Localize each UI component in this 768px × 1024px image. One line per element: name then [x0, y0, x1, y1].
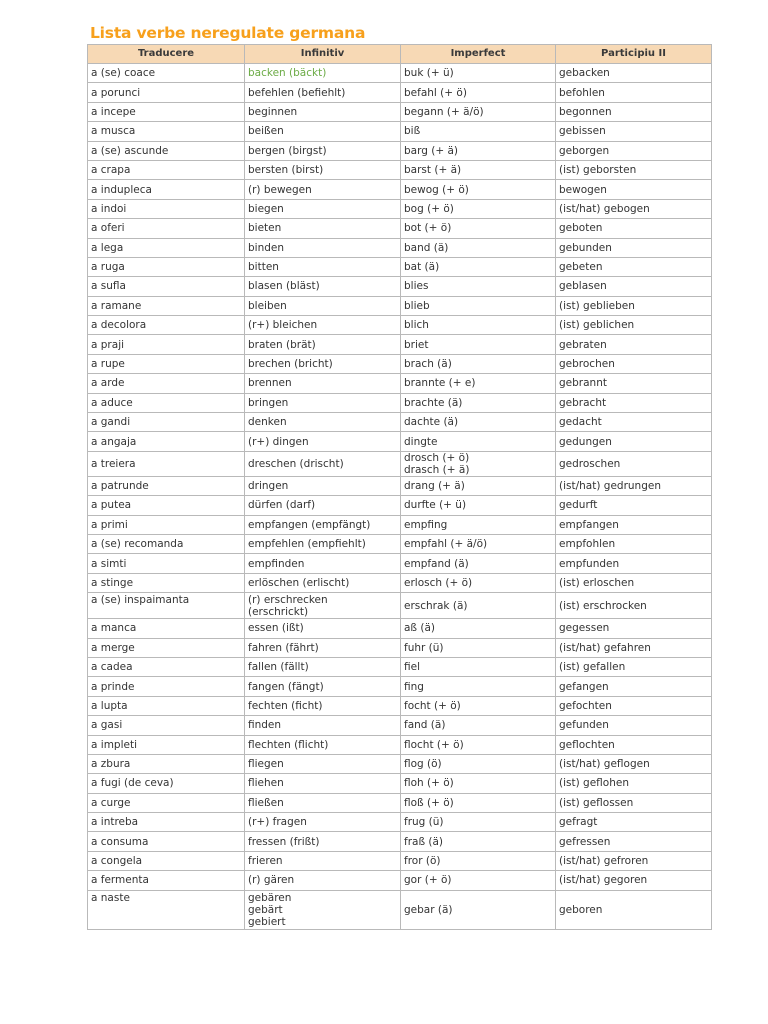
cell-participiu: gefragt — [556, 813, 712, 832]
cell-traducere: a fugi (de ceva) — [88, 774, 245, 793]
cell-traducere: a praji — [88, 335, 245, 354]
irregular-verbs-table — [87, 44, 712, 930]
cell-imperfect: biß — [401, 122, 556, 141]
cell-infinitiv: fliegen — [245, 754, 401, 773]
cell-traducere: a musca — [88, 122, 245, 141]
cell-imperfect: blieb — [401, 296, 556, 315]
cell-infinitiv: essen (ißt) — [245, 619, 401, 638]
cell-infinitiv: flechten (flicht) — [245, 735, 401, 754]
cell-imperfect: empfand (ä) — [401, 554, 556, 573]
cell-participiu: (ist) geborsten — [556, 160, 712, 179]
table-row — [88, 496, 712, 515]
cell-traducere: a rupe — [88, 354, 245, 373]
cell-traducere: a congela — [88, 851, 245, 870]
table-row — [88, 851, 712, 870]
cell-imperfect: befahl (+ ö) — [401, 83, 556, 102]
cell-participiu: geboten — [556, 219, 712, 238]
cell-imperfect: fraß (ä) — [401, 832, 556, 851]
cell-traducere: a oferi — [88, 219, 245, 238]
table-row — [88, 335, 712, 354]
cell-imperfect: blies — [401, 277, 556, 296]
cell-traducere: a (se) recomanda — [88, 534, 245, 553]
cell-infinitiv: fahren (fährt) — [245, 638, 401, 657]
cell-imperfect: fing — [401, 677, 556, 696]
cell-imperfect: empfing — [401, 515, 556, 534]
table-row — [88, 374, 712, 393]
cell-infinitiv: empfehlen (empfiehlt) — [245, 534, 401, 553]
cell-traducere: a (se) inspaimanta — [88, 593, 245, 619]
cell-infinitiv: dreschen (drischt) — [245, 451, 401, 476]
cell-participiu: (ist) geflossen — [556, 793, 712, 812]
cell-infinitiv: finden — [245, 716, 401, 735]
table-row — [88, 122, 712, 141]
cell-infinitiv: denken — [245, 413, 401, 432]
cell-participiu: gefangen — [556, 677, 712, 696]
cell-participiu: geboren — [556, 890, 712, 929]
cell-traducere: a gasi — [88, 716, 245, 735]
cell-line: (erschrickt) — [248, 605, 309, 618]
cell-participiu: gebeten — [556, 257, 712, 276]
cell-infinitiv — [245, 890, 401, 929]
cell-traducere: a zbura — [88, 754, 245, 773]
cell-participiu: gebunden — [556, 238, 712, 257]
cell-participiu: gebissen — [556, 122, 712, 141]
cell-traducere: a ruga — [88, 257, 245, 276]
cell-traducere: a simti — [88, 554, 245, 573]
cell-traducere: a lupta — [88, 696, 245, 715]
cell-traducere: a incepe — [88, 102, 245, 121]
cell-imperfect: dingte — [401, 432, 556, 451]
cell-traducere: a (se) ascunde — [88, 141, 245, 160]
table-row — [88, 774, 712, 793]
cell-infinitiv: dürfen (darf) — [245, 496, 401, 515]
cell-line: (r) erschrecken — [248, 593, 328, 606]
table-row — [88, 102, 712, 121]
cell-imperfect: flocht (+ ö) — [401, 735, 556, 754]
cell-participiu: (ist) geblieben — [556, 296, 712, 315]
cell-imperfect: drang (+ ä) — [401, 476, 556, 495]
cell-participiu: gedungen — [556, 432, 712, 451]
table-row — [88, 554, 712, 573]
table-row — [88, 573, 712, 592]
cell-participiu: gegessen — [556, 619, 712, 638]
cell-imperfect: durfte (+ ü) — [401, 496, 556, 515]
cell-traducere: a indoi — [88, 199, 245, 218]
cell-infinitiv: (r+) bleichen — [245, 316, 401, 335]
cell-infinitiv: (r) gären — [245, 871, 401, 890]
cell-traducere: a prinde — [88, 677, 245, 696]
table-row — [88, 393, 712, 412]
cell-traducere: a manca — [88, 619, 245, 638]
table-row — [88, 141, 712, 160]
cell-traducere: a indupleca — [88, 180, 245, 199]
table-row — [88, 238, 712, 257]
cell-imperfect: floh (+ ö) — [401, 774, 556, 793]
table-row — [88, 793, 712, 812]
cell-imperfect: bat (ä) — [401, 257, 556, 276]
cell-traducere: a naste — [88, 890, 245, 929]
cell-traducere: a decolora — [88, 316, 245, 335]
cell-line: gebärt — [248, 903, 283, 916]
cell-infinitiv: binden — [245, 238, 401, 257]
cell-participiu: befohlen — [556, 83, 712, 102]
cell-participiu: gedroschen — [556, 451, 712, 476]
cell-infinitiv: fechten (ficht) — [245, 696, 401, 715]
cell-imperfect: erschrak (ä) — [401, 593, 556, 619]
cell-infinitiv: fliehen — [245, 774, 401, 793]
cell-infinitiv: frieren — [245, 851, 401, 870]
cell-participiu: (ist) geblichen — [556, 316, 712, 335]
cell-infinitiv: bersten (birst) — [245, 160, 401, 179]
table-row — [88, 515, 712, 534]
cell-line: drosch (+ ö) — [404, 451, 470, 464]
table-row — [88, 83, 712, 102]
cell-infinitiv: bringen — [245, 393, 401, 412]
cell-imperfect — [401, 451, 556, 476]
cell-infinitiv: braten (brät) — [245, 335, 401, 354]
cell-imperfect: bot (+ ö) — [401, 219, 556, 238]
cell-imperfect: bewog (+ ö) — [401, 180, 556, 199]
cell-participiu: (ist) geflohen — [556, 774, 712, 793]
cell-traducere: a arde — [88, 374, 245, 393]
table-row — [88, 735, 712, 754]
table-body — [88, 64, 712, 930]
cell-traducere: a primi — [88, 515, 245, 534]
cell-line: gebiert — [248, 915, 286, 928]
cell-participiu: (ist) erschrocken — [556, 593, 712, 619]
table-row — [88, 813, 712, 832]
table-row — [88, 890, 712, 929]
cell-traducere: a stinge — [88, 573, 245, 592]
cell-traducere: a treiera — [88, 451, 245, 476]
table-row — [88, 219, 712, 238]
cell-infinitiv: bergen (birgst) — [245, 141, 401, 160]
cell-infinitiv: beißen — [245, 122, 401, 141]
cell-participiu: geflochten — [556, 735, 712, 754]
cell-participiu: empfunden — [556, 554, 712, 573]
cell-imperfect: brannte (+ e) — [401, 374, 556, 393]
table-row — [88, 432, 712, 451]
cell-traducere: a cadea — [88, 657, 245, 676]
cell-imperfect: flog (ö) — [401, 754, 556, 773]
cell-participiu: (ist/hat) gedrungen — [556, 476, 712, 495]
cell-participiu: gefressen — [556, 832, 712, 851]
cell-participiu: gebrannt — [556, 374, 712, 393]
cell-imperfect: bog (+ ö) — [401, 199, 556, 218]
cell-participiu: gedurft — [556, 496, 712, 515]
cell-traducere: a merge — [88, 638, 245, 657]
cell-participiu: gebracht — [556, 393, 712, 412]
table-row — [88, 534, 712, 553]
cell-imperfect: fand (ä) — [401, 716, 556, 735]
cell-infinitiv: bleiben — [245, 296, 401, 315]
table-row — [88, 257, 712, 276]
cell-participiu: (ist/hat) gegoren — [556, 871, 712, 890]
header-participiu: Participiu II — [556, 45, 712, 64]
cell-participiu: gebrochen — [556, 354, 712, 373]
cell-infinitiv: empfinden — [245, 554, 401, 573]
table-header-row — [88, 45, 712, 64]
cell-participiu: (ist/hat) geflogen — [556, 754, 712, 773]
cell-participiu: gefunden — [556, 716, 712, 735]
cell-traducere: a gandi — [88, 413, 245, 432]
table-row — [88, 316, 712, 335]
cell-participiu: geborgen — [556, 141, 712, 160]
cell-infinitiv: bitten — [245, 257, 401, 276]
cell-imperfect: barst (+ ä) — [401, 160, 556, 179]
cell-imperfect: brach (ä) — [401, 354, 556, 373]
cell-traducere: a sufla — [88, 277, 245, 296]
cell-imperfect: gor (+ ö) — [401, 871, 556, 890]
cell-traducere: a crapa — [88, 160, 245, 179]
cell-participiu: geblasen — [556, 277, 712, 296]
header-imperfect: Imperfect — [401, 45, 556, 64]
cell-infinitiv: (r+) fragen — [245, 813, 401, 832]
cell-infinitiv: blasen (bläst) — [245, 277, 401, 296]
table-row — [88, 696, 712, 715]
table-row — [88, 832, 712, 851]
cell-participiu: (ist/hat) gebogen — [556, 199, 712, 218]
table-row — [88, 413, 712, 432]
cell-imperfect: gebar (ä) — [401, 890, 556, 929]
cell-imperfect: fuhr (ü) — [401, 638, 556, 657]
cell-imperfect: aß (ä) — [401, 619, 556, 638]
table-row — [88, 199, 712, 218]
table-row — [88, 716, 712, 735]
cell-traducere: a (se) coace — [88, 64, 245, 83]
table-row — [88, 296, 712, 315]
table-row — [88, 657, 712, 676]
cell-imperfect: blich — [401, 316, 556, 335]
cell-infinitiv: bieten — [245, 219, 401, 238]
table-row — [88, 871, 712, 890]
cell-imperfect: focht (+ ö) — [401, 696, 556, 715]
header-infinitiv: Infinitiv — [245, 45, 401, 64]
cell-infinitiv: fangen (fängt) — [245, 677, 401, 696]
cell-imperfect: begann (+ ä/ö) — [401, 102, 556, 121]
cell-imperfect: empfahl (+ ä/ö) — [401, 534, 556, 553]
cell-traducere: a aduce — [88, 393, 245, 412]
cell-participiu: (ist) erloschen — [556, 573, 712, 592]
cell-traducere: a consuma — [88, 832, 245, 851]
cell-traducere: a fermenta — [88, 871, 245, 890]
cell-infinitiv: empfangen (empfängt) — [245, 515, 401, 534]
cell-participiu: gebraten — [556, 335, 712, 354]
table-row — [88, 354, 712, 373]
cell-infinitiv: beginnen — [245, 102, 401, 121]
table-row — [88, 677, 712, 696]
cell-infinitiv: erlöschen (erlischt) — [245, 573, 401, 592]
cell-traducere: a angaja — [88, 432, 245, 451]
cell-participiu: empfohlen — [556, 534, 712, 553]
cell-imperfect: erlosch (+ ö) — [401, 573, 556, 592]
header-traducere: Traducere — [88, 45, 245, 64]
cell-line: gebären — [248, 891, 292, 904]
cell-traducere: a putea — [88, 496, 245, 515]
cell-imperfect: buk (+ ü) — [401, 64, 556, 83]
cell-traducere: a ramane — [88, 296, 245, 315]
table-row — [88, 619, 712, 638]
cell-infinitiv: backen (bäckt) — [245, 64, 401, 83]
cell-infinitiv: brechen (bricht) — [245, 354, 401, 373]
cell-imperfect: brachte (ä) — [401, 393, 556, 412]
table-row — [88, 160, 712, 179]
cell-traducere: a patrunde — [88, 476, 245, 495]
cell-imperfect: frug (ü) — [401, 813, 556, 832]
cell-participiu: (ist/hat) gefroren — [556, 851, 712, 870]
cell-infinitiv — [245, 593, 401, 619]
cell-participiu: bewogen — [556, 180, 712, 199]
cell-traducere: a porunci — [88, 83, 245, 102]
document-title: Lista verbe neregulate germana — [90, 24, 366, 42]
cell-imperfect: band (ä) — [401, 238, 556, 257]
cell-participiu: gedacht — [556, 413, 712, 432]
cell-infinitiv: (r+) dingen — [245, 432, 401, 451]
cell-participiu: (ist/hat) gefahren — [556, 638, 712, 657]
cell-infinitiv: biegen — [245, 199, 401, 218]
table-row — [88, 754, 712, 773]
cell-traducere: a impleti — [88, 735, 245, 754]
cell-line: drasch (+ ä) — [404, 463, 470, 476]
cell-participiu: empfangen — [556, 515, 712, 534]
table-row — [88, 476, 712, 495]
cell-infinitiv: fressen (frißt) — [245, 832, 401, 851]
cell-infinitiv: fallen (fällt) — [245, 657, 401, 676]
cell-imperfect: fror (ö) — [401, 851, 556, 870]
cell-infinitiv: befehlen (befiehlt) — [245, 83, 401, 102]
cell-imperfect: floß (+ ö) — [401, 793, 556, 812]
cell-participiu: gefochten — [556, 696, 712, 715]
cell-imperfect: dachte (ä) — [401, 413, 556, 432]
cell-traducere: a intreba — [88, 813, 245, 832]
cell-participiu: gebacken — [556, 64, 712, 83]
table-row — [88, 638, 712, 657]
cell-traducere: a curge — [88, 793, 245, 812]
cell-participiu: (ist) gefallen — [556, 657, 712, 676]
cell-imperfect: briet — [401, 335, 556, 354]
cell-infinitiv: brennen — [245, 374, 401, 393]
cell-participiu: begonnen — [556, 102, 712, 121]
table-row — [88, 180, 712, 199]
cell-infinitiv: fließen — [245, 793, 401, 812]
table-row — [88, 451, 712, 476]
table-row — [88, 64, 712, 83]
cell-imperfect: barg (+ ä) — [401, 141, 556, 160]
cell-imperfect: fiel — [401, 657, 556, 676]
table-row — [88, 277, 712, 296]
cell-traducere: a lega — [88, 238, 245, 257]
cell-infinitiv: dringen — [245, 476, 401, 495]
table-row — [88, 593, 712, 619]
cell-infinitiv: (r) bewegen — [245, 180, 401, 199]
